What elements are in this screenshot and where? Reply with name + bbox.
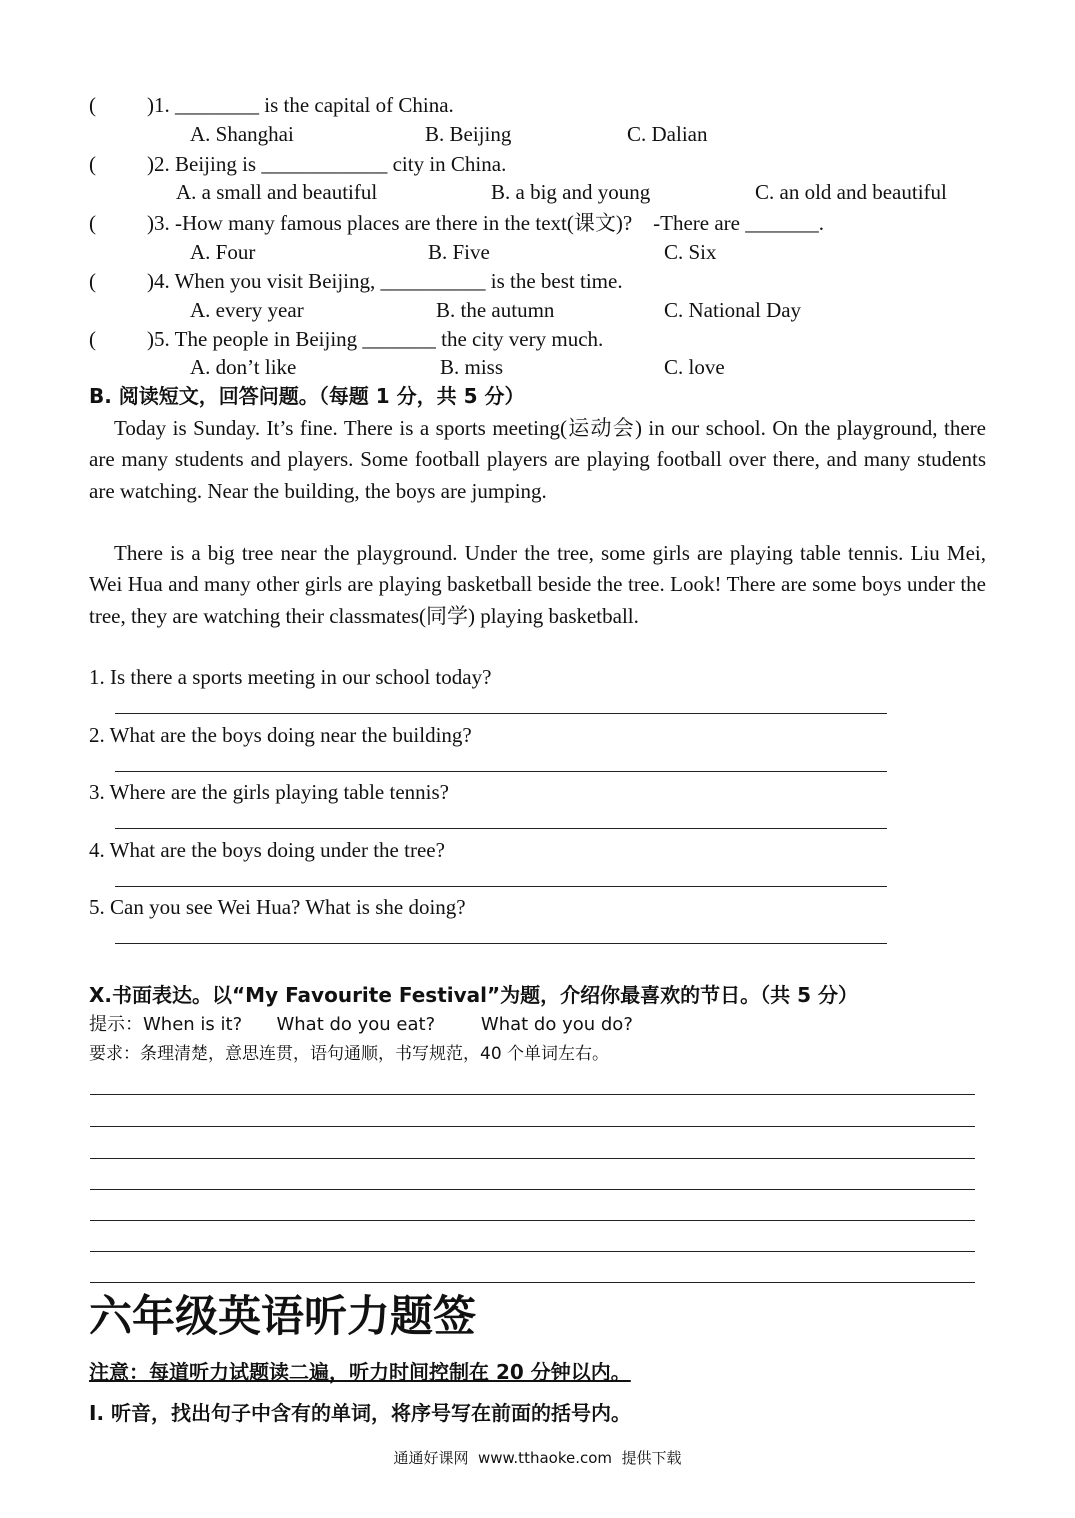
answer-line[interactable]	[115, 886, 887, 887]
mcq-option: A. a small and beautiful	[176, 180, 378, 204]
mcq-option: C. an old and beautiful	[755, 180, 947, 204]
mcq-option: B. miss	[440, 355, 504, 379]
reading-paragraph-2	[89, 538, 986, 632]
writing-line[interactable]	[90, 1126, 975, 1127]
question-4: 4. What are the boys doing under the tree?	[89, 838, 445, 862]
mcq-option: A. every year	[190, 298, 304, 322]
answer-line[interactable]	[115, 943, 887, 944]
mcq-paren: (	[89, 327, 96, 351]
section-x-hint: 提示：When is it? What do you eat? What do you do?	[89, 1014, 633, 1035]
mcq-option: A. don’t like	[190, 355, 297, 379]
mcq-option: C. love	[664, 355, 725, 379]
section-b-heading: B. 阅读短文，回答问题。（每题 1 分，共 5 分）	[89, 384, 525, 408]
mcq-paren: (	[89, 152, 96, 176]
question-5: 5. Can you see Wei Hua? What is she doing?	[89, 895, 466, 919]
mcq-stem: )3. -How many famous places are there in the text(课文)? -There are _______.	[147, 211, 824, 235]
mcq-option: A. Four	[190, 240, 256, 264]
writing-line[interactable]	[90, 1094, 975, 1095]
reading-paragraph-1	[89, 413, 986, 507]
writing-line[interactable]	[90, 1158, 975, 1159]
page-footer: 通通好课网 www.tthaoke.com 提供下载	[393, 1449, 682, 1467]
mcq-option: B. Five	[428, 240, 490, 264]
mcq-stem: )5. The people in Beijing _______ the city very much.	[147, 327, 604, 351]
writing-line[interactable]	[90, 1189, 975, 1190]
reading-paragraph-2-text: There is a big tree near the playground. Under the tree, some girls are playing table tennis. Liu Mei, Wei Hua and many other girls are playing basketball beside the tree. Look! There are some boys under the tree, they are watching their classmates(同学) playing basketball.	[89, 541, 986, 628]
mcq-stem: )1. ________ is the capital of China.	[147, 93, 454, 117]
mcq-paren: (	[89, 211, 96, 235]
listening-notice: 注意：每道听力试题读二遍，听力时间控制在 20 分钟以内。	[89, 1360, 631, 1384]
mcq-paren: (	[89, 269, 96, 293]
writing-line[interactable]	[90, 1220, 975, 1221]
answer-line[interactable]	[115, 713, 887, 714]
reading-paragraph-1-text: Today is Sunday. It’s fine. There is a sports meeting(运动会) in our school. On the playground, there are many students and players. Some football players are playing football over there, and many students are watching. Near the building, the boys are jumping.	[89, 416, 986, 503]
mcq-option: A. Shanghai	[190, 122, 294, 146]
question-1: 1. Is there a sports meeting in our school today?	[89, 665, 492, 689]
question-2: 2. What are the boys doing near the building?	[89, 723, 472, 747]
answer-line[interactable]	[115, 828, 887, 829]
mcq-paren: (	[89, 93, 96, 117]
listening-title: 六年级英语听力题签	[89, 1292, 476, 1342]
section-x-requirement: 要求：条理清楚，意思连贯，语句通顺，书写规范，40 个单词左右。	[89, 1044, 610, 1064]
question-3: 3. Where are the girls playing table tennis?	[89, 780, 449, 804]
mcq-stem: )4. When you visit Beijing, __________ is the best time.	[147, 269, 623, 293]
listening-section-1: Ⅰ. 听音，找出句子中含有的单词，将序号写在前面的括号内。	[89, 1401, 632, 1425]
mcq-option: B. Beijing	[425, 122, 512, 146]
mcq-option: C. Six	[664, 240, 717, 264]
section-x-heading: X.书面表达。以“My Favourite Festival”为题，介绍你最喜欢的节日。（共 5 分）	[89, 983, 858, 1007]
writing-line[interactable]	[90, 1282, 975, 1283]
mcq-option: B. a big and young	[491, 180, 651, 204]
mcq-option: C. Dalian	[627, 122, 708, 146]
writing-line[interactable]	[90, 1251, 975, 1252]
mcq-stem: )2. Beijing is ____________ city in China.	[147, 152, 507, 176]
answer-line[interactable]	[115, 771, 887, 772]
mcq-option: C. National Day	[664, 298, 802, 322]
mcq-option: B. the autumn	[436, 298, 555, 322]
